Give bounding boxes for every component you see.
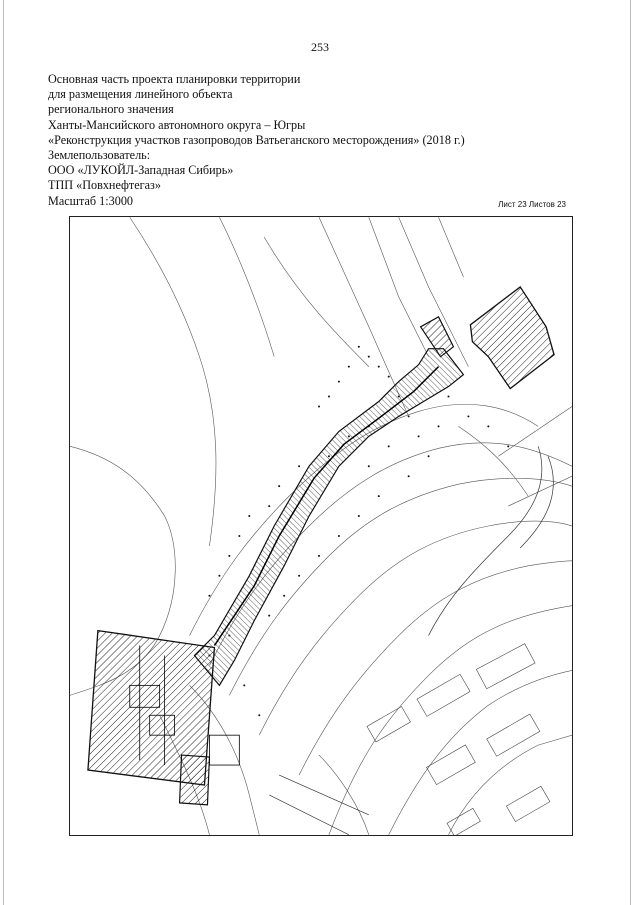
map-blocks [367, 644, 550, 835]
header-line-7: ООО «ЛУКОЙЛ-Западная Сибирь» [48, 163, 234, 178]
scan-edge-left [3, 0, 4, 905]
parcel-north [470, 287, 554, 389]
header-line-9: Масштаб 1:3000 [48, 193, 134, 208]
sheet-label: Лист 23 Листов 23 [498, 200, 566, 209]
document-header [48, 72, 465, 209]
header-line-6: Землепользователь: [48, 148, 151, 163]
header-line-3: регионального значения [48, 102, 174, 117]
header-line-4: Ханты-Мансийского автономного округа – Югры [48, 117, 306, 132]
header-line-2: для размещения линейного объекта [48, 87, 233, 102]
site-plan-map [69, 216, 573, 836]
page-number: 253 [311, 40, 329, 54]
survey-points [208, 346, 509, 717]
header-line-5: «Реконструкция участков газопроводов Ватьеганского месторождения» (2018 г.) [48, 132, 465, 147]
site-plan-drawing [70, 217, 572, 835]
header-line-8: ТПП «Повхнефтегаз» [48, 178, 161, 193]
parcel-south-small [180, 755, 210, 805]
scan-edge-right [630, 0, 631, 905]
pipeline-corridor [195, 349, 464, 686]
header-line-1: Основная часть проекта планировки территории [48, 72, 301, 86]
